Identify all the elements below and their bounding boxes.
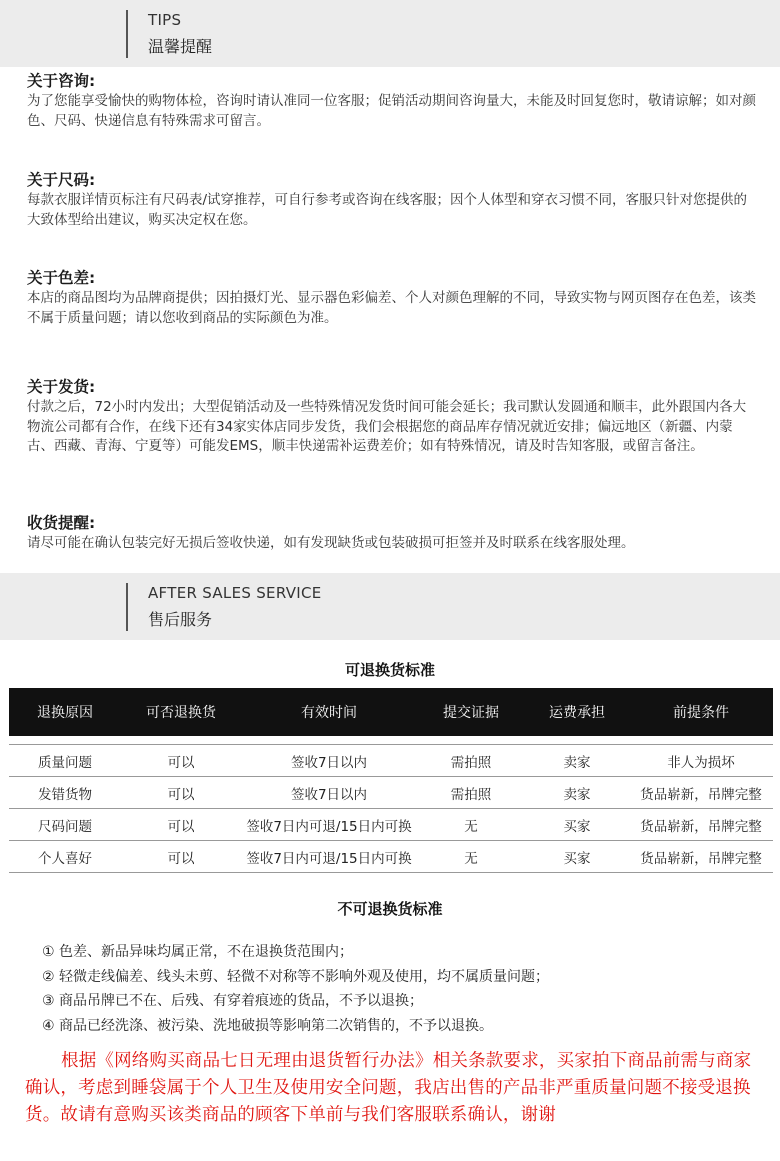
table-row: [9, 745, 773, 777]
list-item: ① 色差、新品异味均属正常，不在退换货范围内；: [42, 944, 353, 960]
table-cell: 可以: [121, 809, 241, 841]
table-cell: 需拍照: [417, 777, 525, 809]
section-text: 本店的商品图均为品牌商提供；因拍摄灯光、显示器色彩偏差、个人对颜色理解的不同，导致实物与网页图存在色差，该类不属于质量问题；请以您收到商品的实际颜色为准。: [27, 290, 756, 326]
table-cell: 签收7日内可退/15日内可换: [241, 809, 417, 841]
table-cell: 个人喜好: [9, 841, 121, 873]
non-return-list: [42, 940, 742, 1038]
non-return-title: 不可退换货标准: [337, 900, 443, 918]
table-cell: 需拍照: [417, 745, 525, 777]
list-item: ③ 商品吊牌已不在、后残、有穿着痕迹的货品，不予以退换；: [42, 993, 423, 1009]
header-cell: 前提条件: [629, 688, 773, 736]
table-cell: 签收7日内可退/15日内可换: [241, 841, 417, 873]
table-row: [9, 809, 773, 841]
section-text: 每款衣服详情页标注有尺码表/试穿推荐，可自行参考或咨询在线客服；因个人体型和穿衣习惯不同，客服只针对您提供的大致体型给出建议，购买决定权在您。: [27, 192, 748, 228]
list-item: ② 轻微走线偏差、线头未剪、轻微不对称等不影响外观及使用，均不属质量问题；: [42, 968, 549, 985]
header-cell: 有效时间: [241, 688, 417, 736]
header-cell: 可否退换货: [121, 688, 241, 736]
section-title: 关于尺码:: [27, 171, 96, 189]
return-table: [9, 688, 773, 873]
tips-banner: [0, 0, 780, 67]
after-sales-title-en: AFTER SALES SERVICE: [148, 584, 322, 602]
section-title: 关于色差:: [27, 269, 96, 287]
section-text: 为了您能享受愉快的购物体检，咨询时请认准同一位客服；促销活动期间咨询量大，未能及时回复您时，敬请谅解；如对颜色、尺码、快递信息有特殊需求可留言。: [27, 93, 756, 129]
table-cell: 货品崭新，吊牌完整: [629, 809, 773, 841]
section-receiving: [27, 512, 757, 554]
table-cell: 可以: [121, 841, 241, 873]
return-policy-notice: 根据《网络购买商品七日无理由退货暂行办法》相关条款要求，买家拍下商品前需与商家确认，考虑到睡袋属于个人卫生及使用安全问题，我店出售的产品非严重质量问题不接受退换货。故请有意购买该类商品的顾客下单前与我们客服联系确认，谢谢: [25, 1051, 752, 1125]
section-consult: [27, 70, 757, 131]
header-cell: 运费承担: [525, 688, 629, 736]
tips-title-zh: 温馨提醒: [148, 37, 213, 56]
table-cell: 可以: [121, 745, 241, 777]
section-color: [27, 267, 757, 328]
header-cell: 提交证据: [417, 688, 525, 736]
table-cell: 货品崭新，吊牌完整: [629, 777, 773, 809]
table-cell: 卖家: [525, 745, 629, 777]
table-spacer: [9, 736, 773, 745]
table-cell: 尺码问题: [9, 809, 121, 841]
table-cell: 可以: [121, 777, 241, 809]
table-cell: 签收7日以内: [241, 745, 417, 777]
section-text: 请尽可能在确认包装完好无损后签收快递，如有发现缺货或包装破损可拒签并及时联系在线客服处理。: [27, 535, 635, 551]
table-cell: 买家: [525, 841, 629, 873]
banner-divider: [126, 10, 128, 58]
table-cell: 无: [417, 841, 525, 873]
tips-title-en: TIPS: [148, 11, 182, 29]
section-shipping: [27, 376, 757, 457]
list-item: ④ 商品已经洗涤、被污染、洗地破损等影响第二次销售的，不予以退换。: [42, 1017, 493, 1034]
section-size: [27, 169, 757, 230]
banner-divider: [126, 583, 128, 631]
table-cell: 签收7日以内: [241, 777, 417, 809]
after-sales-title-zh: 售后服务: [148, 610, 213, 629]
table-cell: 无: [417, 809, 525, 841]
after-sales-banner: [0, 573, 780, 640]
header-cell: 退换原因: [9, 688, 121, 736]
table-row: [9, 777, 773, 809]
table-cell: 非人为损坏: [629, 745, 773, 777]
table-cell: 发错货物: [9, 777, 121, 809]
table-cell: 买家: [525, 809, 629, 841]
table-cell: 货品崭新，吊牌完整: [629, 841, 773, 873]
table-cell: 质量问题: [9, 745, 121, 777]
table-header-row: [9, 688, 773, 736]
table-row: [9, 841, 773, 873]
section-text: 付款之后，72小时内发出；大型促销活动及一些特殊情况发货时间可能会延长；我司默认发圆通和顺丰，此外跟国内各大物流公司都有合作，在线下还有34家实体店同步发货，我们会根据您的商品库存情况就近安排；偏远地区（新疆、内蒙古、西藏、青海、宁夏等）可能发EMS，顺丰快递需补运费差价；如有特殊情况，请及时告知客服，或留言备注。: [27, 399, 747, 454]
section-title: 关于咨询:: [27, 72, 96, 90]
return-table-title: 可退换货标准: [344, 661, 435, 679]
section-title: 关于发货:: [27, 378, 96, 396]
section-title: 收货提醒:: [27, 514, 96, 532]
table-cell: 卖家: [525, 777, 629, 809]
